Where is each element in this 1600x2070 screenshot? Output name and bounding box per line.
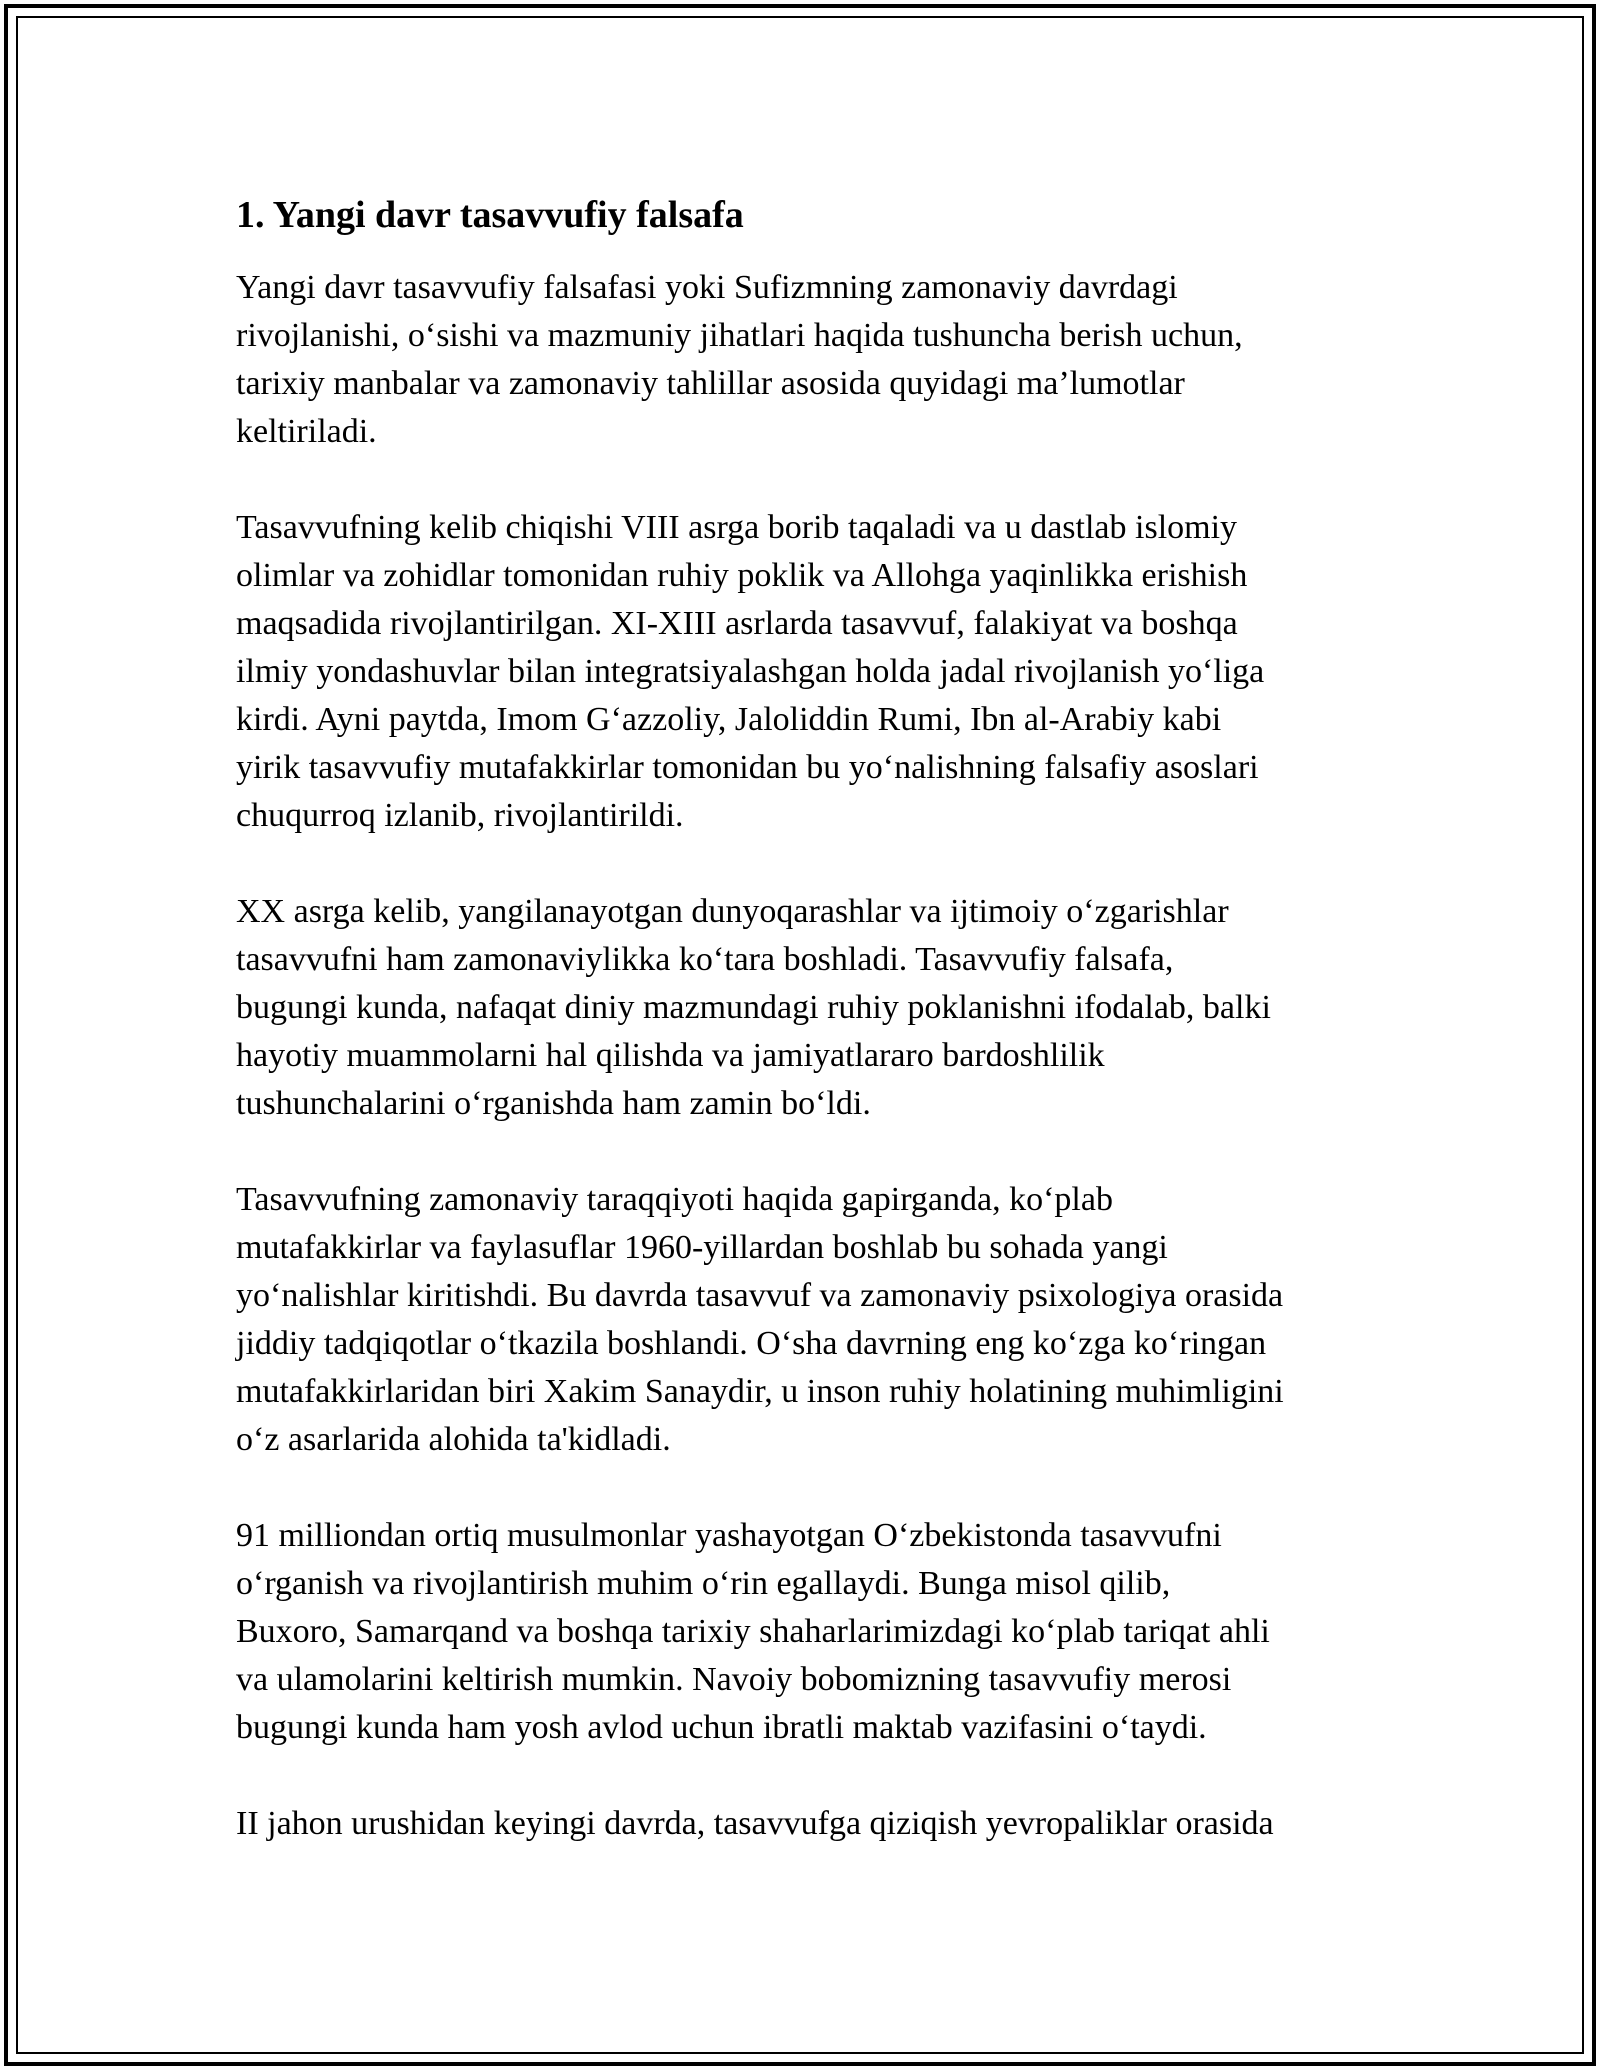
paragraph-4: Tasavvufning zamonaviy taraqqiyoti haqida gapirganda, ko‘plab mutafakkirlar va faylasuflar 1960-yillardan boshlab bu sohada yangi yo‘nalishlar kiritishdi. Bu davrda tasavvuf va zamonaviy psixologiya orasida jiddiy tadqiqotlar o‘tkazila boshlandi. O‘sha davrning eng ko‘zga ko‘ringan mutafakkirlaridan biri Xakim Sanaydir, u inson ruhiy holatining muhimligini o‘z asarlarida alohida ta'kidladi.: [236, 1181, 1284, 1458]
paragraph-2: Tasavvufning kelib chiqishi VIII asrga borib taqaladi va u dastlab islomiy olimlar va zohidlar tomonidan ruhiy poklik va Allohga yaqinlikka erishish maqsadida rivojlantirilgan. XI-XIII asrlarda tasavvuf, falakiyat va boshqa ilmiy yondashuvlar bilan integratsiyalashgan holda jadal rivojlanish yo‘liga kirdi. Ayni paytda, Imom G‘azzoliy, Jaloliddin Rumi, Ibn al-Arabiy kabi yirik tasavvufiy mutafakkirlar tomonidan bu yo‘nalishning falsafiy asoslari chuqurroq izlanib, rivojlantirildi.: [236, 509, 1265, 834]
paragraph-5: 91 milliondan ortiq musulmonlar yashayotgan O‘zbekistonda tasavvufni o‘rganish va rivojlantirish muhim o‘rin egallaydi. Bunga misol qilib, Buxoro, Samarqand va boshqa tarixiy shaharlarimizdagi ko‘plab tariqat ahli va ulamolarini keltirish mumkin. Navoiy bobomizning tasavvufiy merosi bugungi kunda ham yosh avlod uchun ibratli maktab vazifasini o‘taydi.: [236, 1517, 1270, 1746]
paragraph-6: II jahon urushidan keyingi davrda, tasavvufga qiziqish yevropaliklar orasida: [236, 1805, 1274, 1842]
paragraph-1: Yangi davr tasavvufiy falsafasi yoki Sufizmning zamonaviy davrdagi rivojlanishi, o‘sishi va mazmuniy jihatlari haqida tushuncha berish uchun, tarixiy manbalar va zamonaviy tahlillar asosida quyidagi ma’lumotlar keltiriladi.: [236, 269, 1243, 450]
document-body: [236, 188, 1396, 1896]
section-heading: 1. Yangi davr tasavvufiy falsafa: [236, 194, 744, 236]
paragraph-3: XX asrga kelib, yangilanayotgan dunyoqarashlar va ijtimoiy o‘zgarishlar tasavvufni ham zamonaviylikka ko‘tara boshladi. Tasavvufiy falsafa, bugungi kunda, nafaqat diniy mazmundagi ruhiy poklanishni ifodalab, balki hayotiy muammolarni hal qilishda va jamiyatlararo bardoshlilik tushunchalarini o‘rganishda ham zamin bo‘ldi.: [236, 893, 1271, 1122]
